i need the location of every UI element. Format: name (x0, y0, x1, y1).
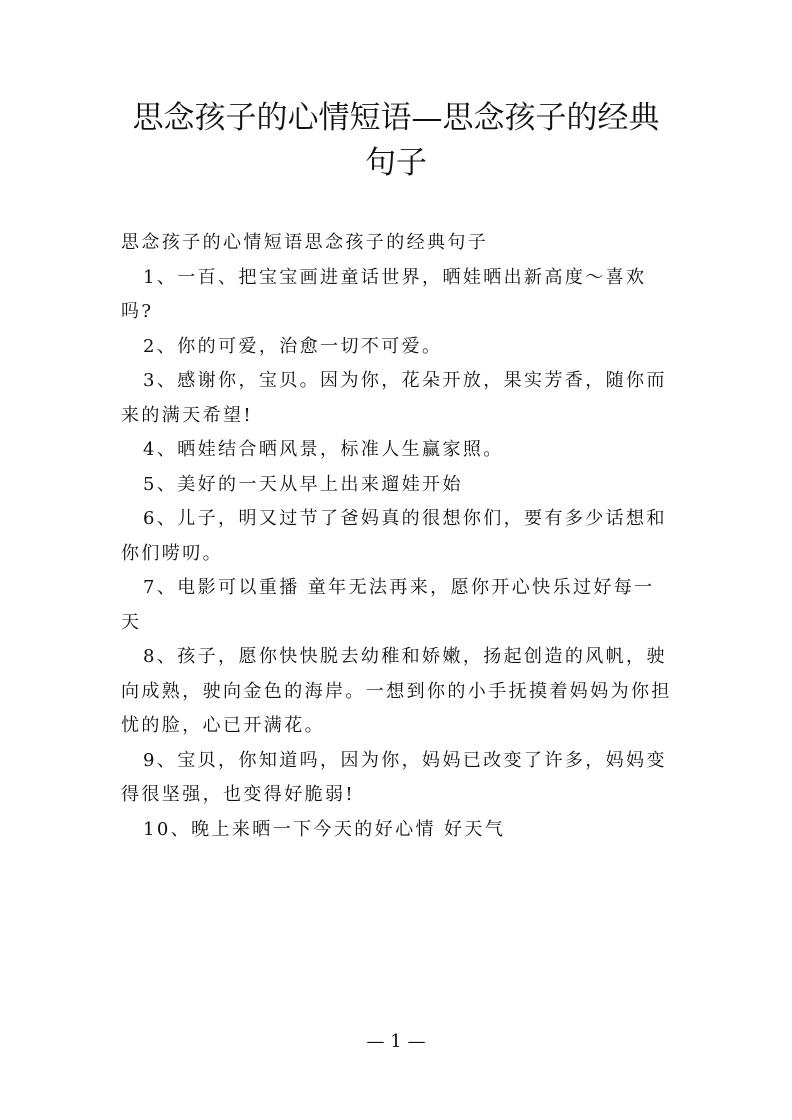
list-item: 3、感谢你，宝贝。因为你，花朵开放，果实芳香，随你而来的满天希望! (121, 370, 667, 426)
page-number: — 1 — (366, 1031, 426, 1052)
list-item: 1、一百、把宝宝画进童话世界，晒娃晒出新高度～喜欢吗? (121, 266, 647, 322)
list-item: 10、晚上来晒一下今天的好心情 好天气 (143, 818, 506, 840)
document-subtitle: 思念孩子的心情短语思念孩子的经典句子 (121, 232, 489, 253)
list-item: 4、晒娃结合晒风景，标准人生赢家照。 (143, 439, 504, 460)
document-title: 思念孩子的心情短语—思念孩子的经典句子 (132, 100, 660, 181)
list-item: 9、宝贝，你知道吗，因为你，妈妈已改变了许多，妈妈变得很坚强，也变得好脆弱! (121, 749, 667, 805)
list-item: 8、孩子，愿你快快脱去幼稚和娇嫩，扬起创造的风帆，驶向成熟，驶向金色的海岸。一想到你的小手抚摸着妈妈为你担忧的脸，心已开满花。 (121, 646, 672, 736)
list-item: 2、你的可爱，治愈一切不可爱。 (143, 335, 443, 357)
list-item: 6、儿子，明又过节了爸妈真的很想你们，要有多少话想和你们唠叨。 (121, 508, 667, 564)
document-body (121, 226, 673, 847)
list-item: 7、电影可以重播 童年无法再来，愿你开心快乐过好每一天 (121, 577, 655, 633)
list-item: 5、美好的一天从早上出来遛娃开始 (143, 473, 463, 495)
